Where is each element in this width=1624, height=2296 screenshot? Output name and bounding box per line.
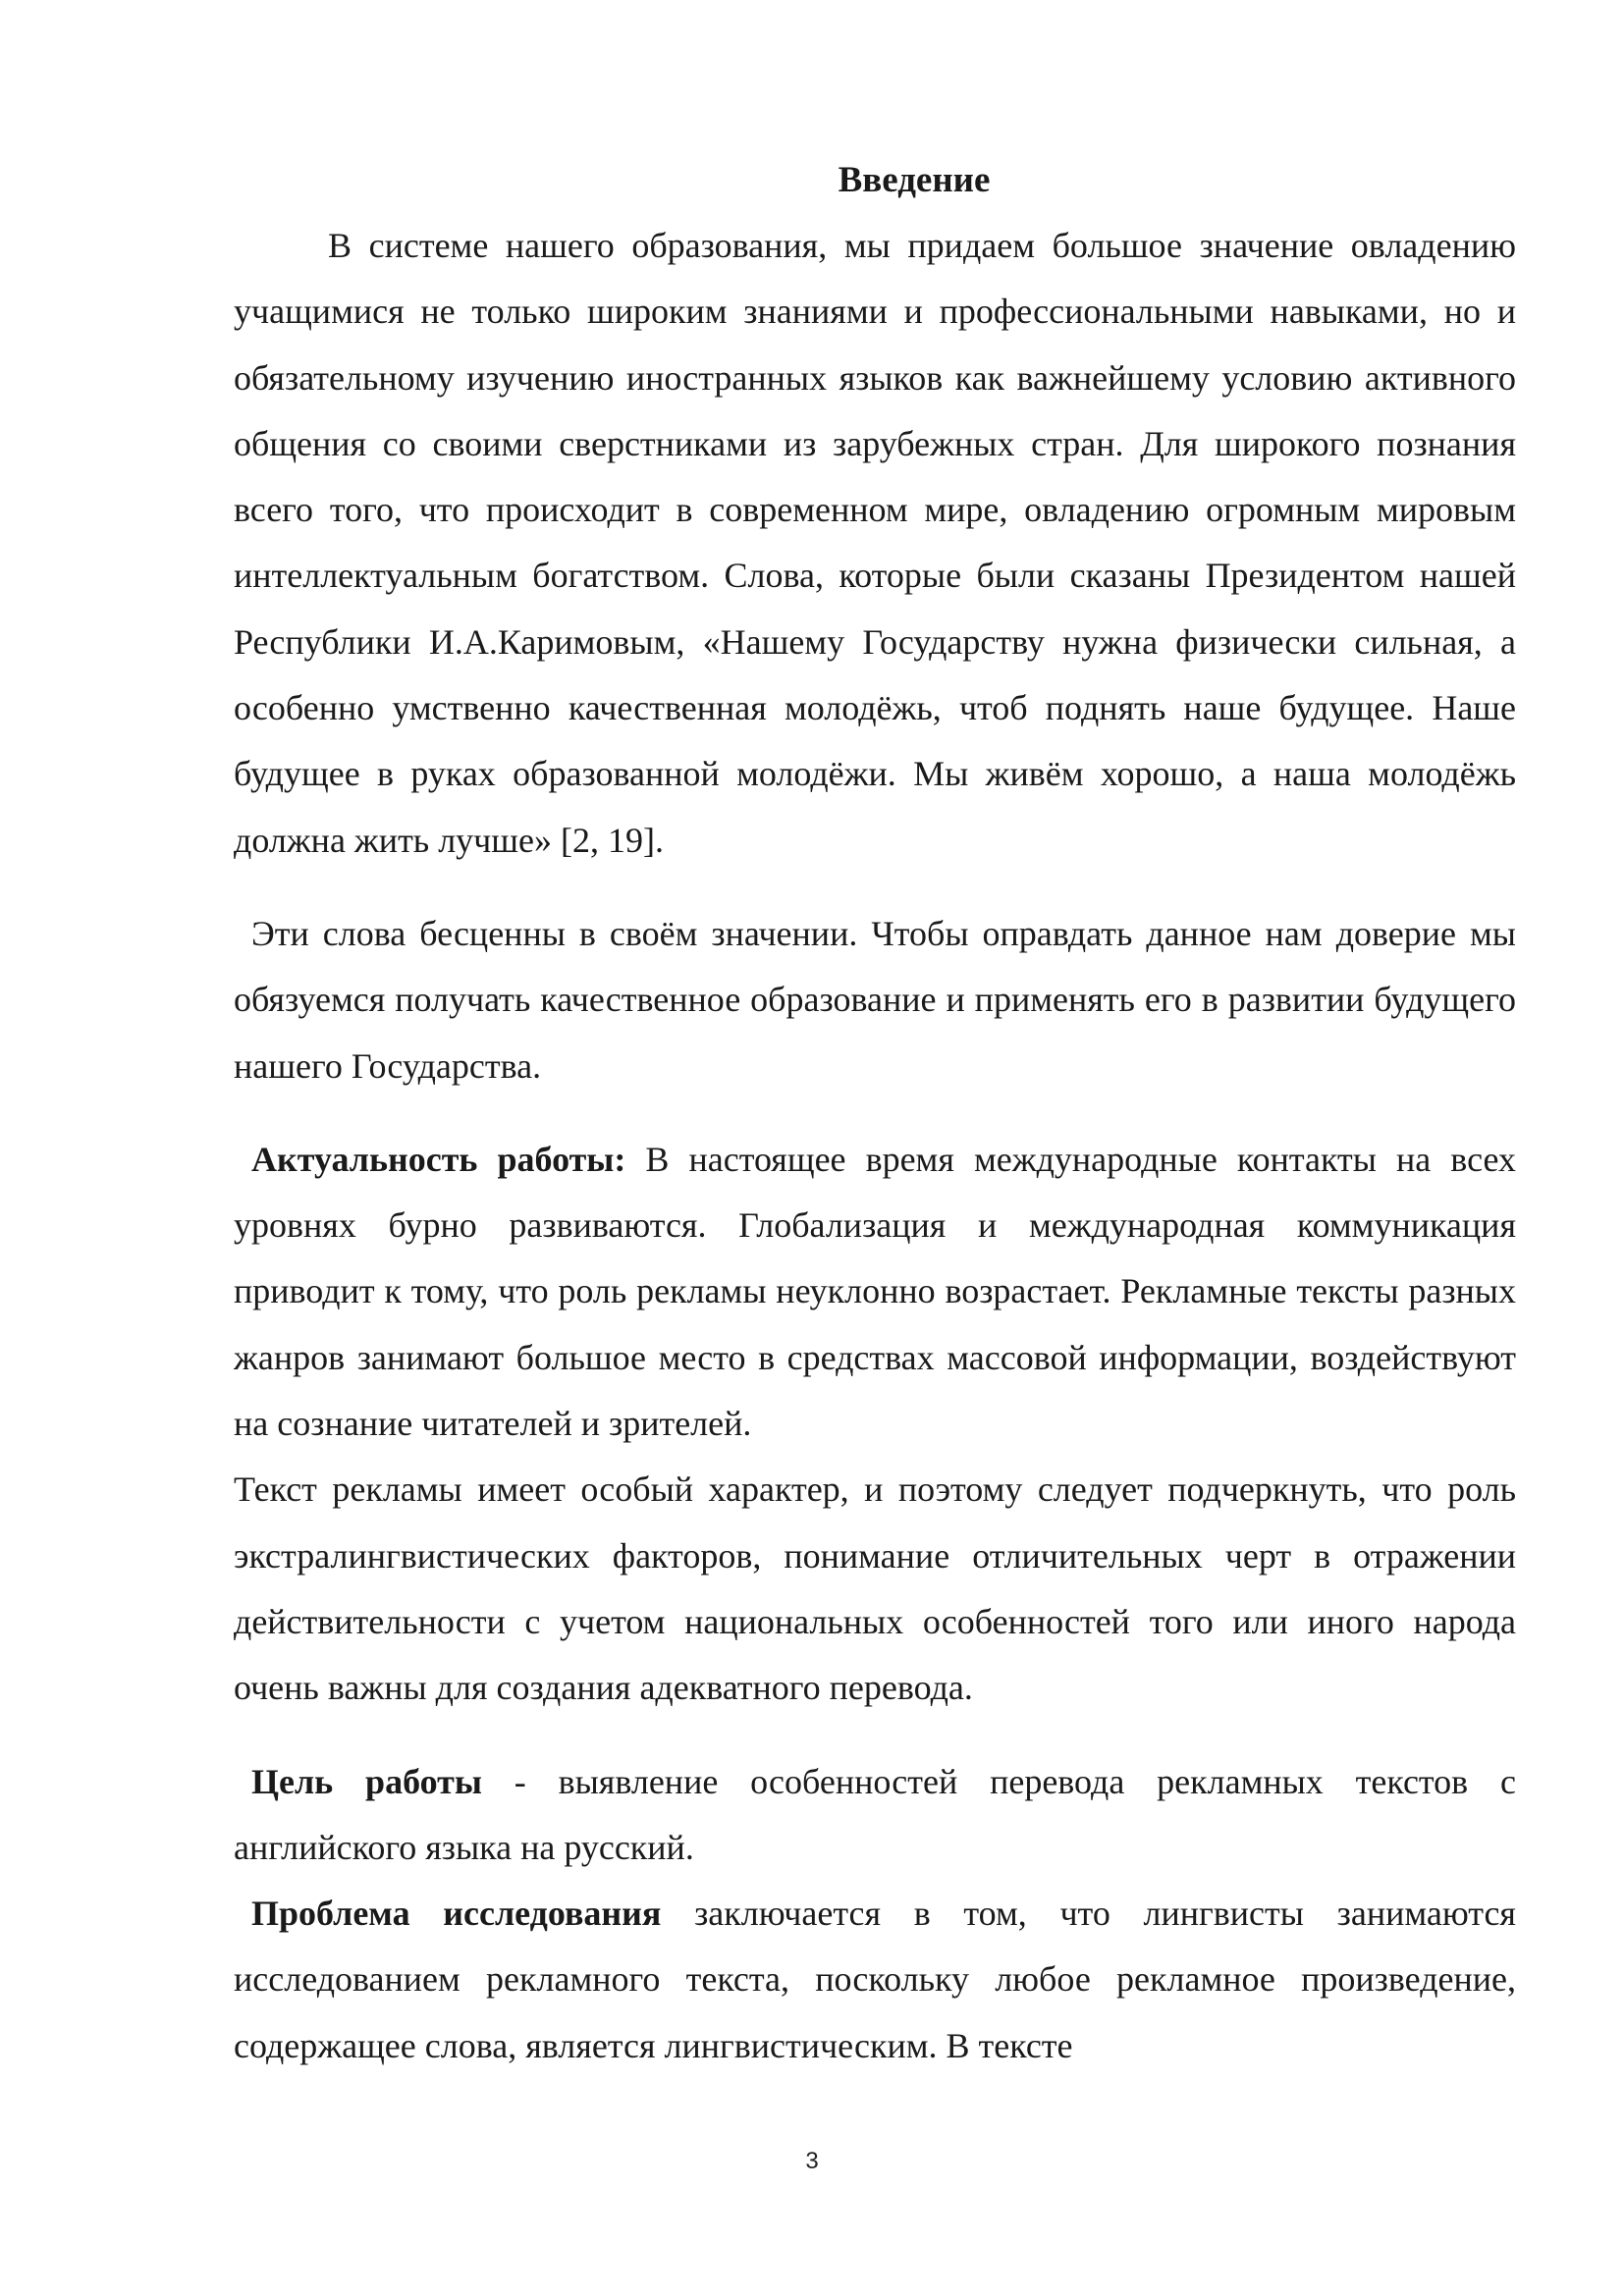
problem-text: заключается в том, что лингвисты занимаются исследованием рекламного текста, поскольку любое рекламное произведение, содержащее слова, является лингвистическим. В тексте [234,1894,1516,2065]
relevance-paragraph [234,1127,1516,1457]
words-paragraph: Эти слова бесценны в своём значении. Чтобы оправдать данное нам доверие мы обязуемся получать качественное образование и применять его в развитии будущего нашего Государства. [234,913,1516,1086]
ad-text-paragraph: Текст рекламы имеет особый характер, и поэтому следует подчеркнуть, что роль экстралингвистических факторов, понимание отличительных черт в отражении действительности с учетом национальных особенностей того или иного народа очень важны для создания адекватного перевода. [234,1469,1516,1708]
goal-paragraph [234,1749,1516,1882]
section-title: Введение [838,160,991,200]
relevance-label: Актуальность работы: [251,1139,626,1179]
goal-text: - выявление особенностей перевода рекламных текстов с английского языка на русский. [234,1761,1516,1867]
document-page [234,147,1516,2079]
problem-label: Проблема исследования [251,1894,662,1934]
goal-label: Цель работы [251,1761,482,1801]
problem-paragraph [234,1881,1516,2079]
intro-paragraph: В системе нашего образования, мы придаем большое значение овладению учащимися не только широким знаниями и профессиональными навыками, но и обязательному изучению иностранных языков как важнейшему условию активного общения со своими сверстниками из зарубежных стран. Для широкого познания всего того, что происходит в современном мире, овладению огромным мировым интеллектуальным богатством. Слова, которые были сказаны Президентом нашей Республики И.А.Каримовым, «Нашему Государству нужна физически сильная, а особенно умственно качественная молодёжь, чтоб поднять наше будущее. Наше будущее в руках образованной молодёжи. Мы живём хорошо, а наша молодёжь должна жить лучше» [2, 19]. [234,226,1516,860]
relevance-text: В настоящее время международные контакты на всех уровнях бурно развиваются. Глобализация и международная коммуникация приводит к тому, что роль рекламы неуклонно возрастает. Рекламные тексты разных жанров занимают большое место в средствах массовой информации, воздействуют на сознание читателей и зрителей. [234,1139,1516,1444]
page-number: 3 [805,2148,819,2174]
